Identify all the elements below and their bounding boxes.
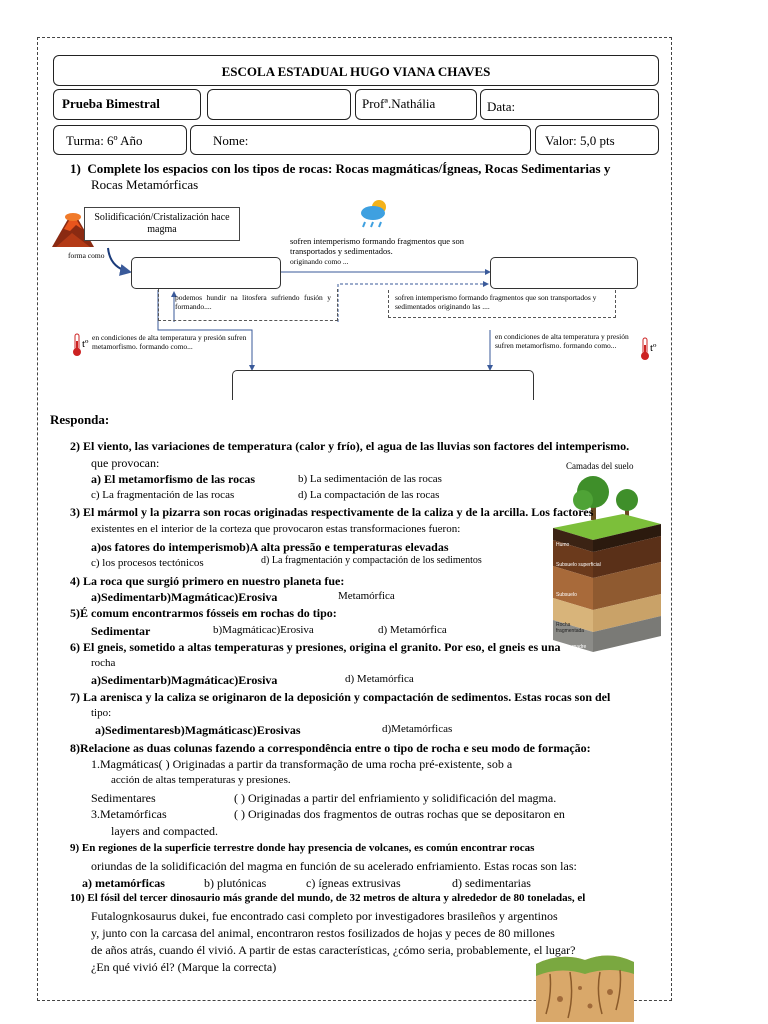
q6-stem-line2: rocha bbox=[91, 657, 116, 669]
soil-layer-label-2: Subsuelo superficial bbox=[556, 562, 601, 568]
date-label: Data: bbox=[487, 99, 516, 114]
q7-option-d[interactable]: d)Metamórficas bbox=[382, 723, 453, 735]
thermo-left-label: tº bbox=[82, 338, 89, 350]
q8-stem: 8)Relacione as duas colunas fazendo a correspondência entre o tipo de rocha e seu modo de formação: bbox=[70, 741, 591, 755]
q8-line2a: Sedimentares bbox=[91, 791, 156, 805]
q8-line2b[interactable]: ( ) Originadas a partir del enfriamiento y solidificación del magma. bbox=[234, 791, 557, 805]
exam-title: Prueba Bimestral bbox=[62, 96, 160, 111]
q3-option-c[interactable]: c) los procesos tectónicos bbox=[91, 557, 204, 569]
soil-layer-label-3: Subsuelo bbox=[556, 592, 577, 598]
q1-stem: Complete los espacios con los tipos de rocas: Rocas magmáticas/Ígneas, Rocas Sedimentarias y bbox=[87, 161, 611, 176]
school-name: ESCOLA ESTADUAL HUGO VIANA CHAVES bbox=[221, 64, 491, 79]
q2-option-d[interactable]: d) La compactación de las rocas bbox=[298, 489, 440, 501]
q8-line3b[interactable]: ( ) Originadas dos fragmentos de outras rochas que se depositaron en bbox=[234, 807, 565, 821]
name-label: Nome: bbox=[213, 133, 249, 148]
q6-option-d[interactable]: d) Metamórfica bbox=[345, 673, 414, 685]
q8-line3c: layers and compacted. bbox=[111, 824, 218, 838]
soil-layer-label-5: Rocha-madre bbox=[556, 644, 587, 650]
q8-line1b: acción de altas temperaturas y presiones. bbox=[111, 774, 291, 786]
q10-line4: de años atrás, cuando él vivió. A partir de estas características, ¿cómo seria, probablemente, el lugar? bbox=[91, 943, 576, 957]
top-arrow-text-main: sofren intemperismo formando fragmentos que son transportados y sedimentados. bbox=[290, 236, 464, 256]
solidification-text: Solidificación/Cristalización hace magma bbox=[94, 212, 230, 235]
q6-stem: 6) El gneis, sometido a altas temperaturas y presiones, origina el granito. Por eso, el gneis es una bbox=[70, 640, 561, 654]
q2-option-c[interactable]: c) La fragmentación de las rocas bbox=[91, 489, 235, 501]
q3-stem-line2: existentes en el interior de la corteza que provocaron estas transformaciones fueron: bbox=[91, 523, 461, 535]
q7-options-abc[interactable]: a)Sedimentaresb)Magmáticasc)Erosivas bbox=[95, 723, 301, 737]
thermo-right-label: tº bbox=[650, 342, 657, 354]
q6-options-abc[interactable]: a)Sedimentarb)Magmáticac)Erosiva bbox=[91, 673, 278, 687]
soil-layers-illustration bbox=[553, 468, 661, 656]
left-dashed-text: podemos hundir na litosfera sufriendo fusión y formando.... bbox=[175, 293, 331, 311]
q2-option-a[interactable]: a) El metamorfismo de las rocas bbox=[91, 472, 256, 486]
q1-text-line2: Rocas Metamórficas bbox=[91, 177, 199, 192]
q3-options-ab[interactable]: a)os fatores do intemperismob)A alta pressão e temperaturas elevadas bbox=[91, 540, 449, 554]
metamorphic-rock-answer-box[interactable] bbox=[232, 370, 534, 400]
q5-options-bc[interactable]: b)Magmáticac)Erosiva bbox=[213, 624, 314, 636]
q3-stem: 3) El mármol y la pizarra son rocas originadas respectivamente de la caliza y de la arcilla. Los factores bbox=[70, 505, 594, 519]
q10-line5: ¿En qué vivió él? (Marque la correcta) bbox=[91, 960, 277, 974]
magmatic-rock-answer-box[interactable] bbox=[131, 257, 281, 289]
forma-como-label: forma como bbox=[68, 251, 105, 260]
q10-stem: 10) El fósil del tercer dinosaurio más grande del mundo, de 32 metros de altura y alrededor de 80 toneladas, el bbox=[70, 892, 586, 904]
q5-stem: 5)É comum encontrarmos fósseis em rochas do tipo: bbox=[70, 606, 337, 620]
q9-stem: 9) En regiones de la superficie terrestre donde hay presencia de volcanes, es común encontrar rocas bbox=[70, 842, 535, 854]
teacher-name: Profª.Nathália bbox=[362, 96, 436, 111]
q8-line1: 1.Magmáticas( ) Originadas a partir da transformação de uma rocha pré-existente, sob a bbox=[91, 757, 513, 771]
top-arrow-text-sub: originando como ... bbox=[290, 257, 349, 266]
q2-stem: 2) El viento, las variaciones de temperatura (calor y frío), el agua de las lluvias son factores del intemperismo. bbox=[70, 439, 630, 453]
q7-stem-line2: tipo: bbox=[91, 707, 112, 719]
q5-option-a[interactable]: Sedimentar bbox=[91, 624, 151, 638]
right-dashed-note bbox=[388, 290, 616, 318]
soil-layer-label-1: Humo bbox=[556, 542, 570, 548]
q3-option-d[interactable]: d) La fragmentación y compactación de los sedimentos bbox=[261, 555, 482, 566]
soil-caption: Camadas del suelo bbox=[566, 461, 634, 471]
q8-line3a: 3.Metamórficas bbox=[91, 807, 167, 821]
sedimentary-rock-answer-box[interactable] bbox=[490, 257, 638, 289]
q4-stem: 4) La roca que surgió primero en nuestro planeta fue: bbox=[70, 574, 345, 588]
q4-options-abc[interactable]: a)Sedimentarb)Magmáticac)Erosiva bbox=[91, 590, 278, 604]
q9-option-b[interactable]: b) plutónicas bbox=[204, 876, 267, 890]
q9-option-d[interactable]: d) sedimentarias bbox=[452, 876, 531, 890]
soil-cross-section-illustration bbox=[530, 944, 640, 1024]
q2-stem-line2: que provocan: bbox=[91, 456, 160, 470]
right-bottom-note: en condiciones de alta temperatura y presión sufren metamorfismo. formando como... bbox=[495, 332, 629, 350]
q7-stem: 7) La arenisca y la caliza se originaron de la deposición y compactación de sedimentos. Estas rocas son del bbox=[70, 690, 611, 704]
q4-option-d[interactable]: Metamórfica bbox=[338, 590, 395, 602]
q10-line2: Futalognkosaurus dukei, fue encontrado casi completo por investigadores brasileños y argentinos bbox=[91, 909, 558, 923]
value-label: Valor: 5,0 pts bbox=[545, 133, 615, 148]
q10-line3: y, junto con la carcasa del animal, encontraron restos fosilizados de hojas y peces de 80 millones bbox=[91, 926, 555, 940]
responda-heading: Responda: bbox=[50, 412, 110, 427]
soil-layer-label-4: Rocha bbox=[556, 622, 571, 628]
left-bottom-note: en condiciones de alta temperatura y presión sufren metamorfismo. formando como... bbox=[92, 333, 247, 351]
soil-layer-label-4b: fragmentada bbox=[556, 628, 585, 634]
right-dashed-text: sofren intemperismo formando fragmentos que son transportados y sedimentados originando las .... bbox=[395, 293, 597, 311]
q1-number: 1) bbox=[70, 161, 81, 176]
class-label: Turma: 6º Año bbox=[66, 133, 143, 148]
q9-option-c[interactable]: c) ígneas extrusivas bbox=[306, 876, 401, 890]
q9-option-a[interactable]: a) metamórficas bbox=[82, 876, 165, 890]
left-dashed-note bbox=[158, 289, 338, 321]
q2-option-b[interactable]: b) La sedimentación de las rocas bbox=[298, 473, 442, 485]
thermometer-left-icon bbox=[72, 333, 82, 357]
q5-option-d[interactable]: d) Metamórfica bbox=[378, 624, 447, 636]
q9-stem-line2: oriundas de la solidificación del magma en función de su acelerado enfriamiento. Estas rocas son las: bbox=[91, 859, 577, 873]
